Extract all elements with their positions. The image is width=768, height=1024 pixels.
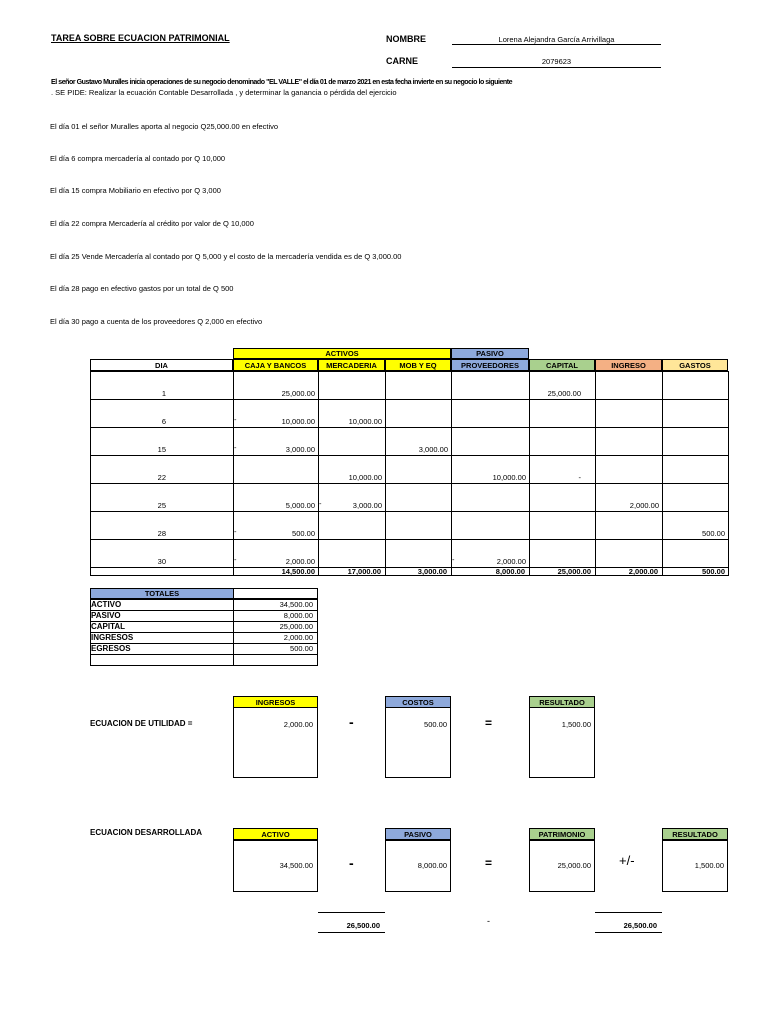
col-gastos: GASTOS — [662, 359, 728, 371]
utilidad-resultado-value: 1,500.00 — [561, 720, 591, 729]
utilidad-costos-value: 500.00 — [424, 720, 447, 729]
row-dia: 30 — [157, 557, 166, 566]
total-proveedores: 8,000.00 — [495, 567, 525, 576]
row-dia: 1 — [161, 389, 166, 398]
row-gastos: 500.00 — [702, 529, 725, 538]
col-capital: CAPITAL — [529, 359, 595, 371]
table-cell — [595, 511, 663, 540]
table-cell — [451, 427, 530, 456]
table-cell — [662, 371, 729, 400]
totales-label: CAPITAL — [91, 622, 126, 631]
row-dia: 25 — [157, 501, 166, 510]
des-minus: - — [349, 855, 354, 871]
row-dia: 22 — [157, 473, 166, 482]
utilidad-label: ECUACION DE UTILIDAD = — [90, 719, 193, 728]
intro-line-2: . SE PIDE: Realizar la ecuación Contable Desarrollada , y determinar la ganancia o pérdida del ejercicio — [51, 88, 397, 97]
nombre-underline — [452, 44, 661, 45]
col-mob: MOB Y EQ — [385, 359, 451, 371]
table-cell — [318, 427, 386, 456]
row-merc: 10,000.00 — [348, 417, 382, 426]
utilidad-ingresos-value: 2,000.00 — [283, 720, 313, 729]
row-dia: 28 — [157, 529, 166, 538]
des-activo-title: ACTIVO — [233, 828, 318, 840]
col-mercaderia: MERCADERIA — [318, 359, 385, 371]
operation-2: El día 6 compra mercadería al contado por Q 10,000 — [50, 154, 226, 163]
operation-6: El día 28 pago en efectivo gastos por un total de Q 500 — [50, 284, 234, 293]
row-capital: 25,000.00 — [547, 389, 581, 398]
table-cell — [529, 539, 596, 568]
des-resultado-title: RESULTADO — [662, 828, 728, 840]
totales-value: 25,000.00 — [279, 622, 313, 631]
table-cell — [385, 511, 452, 540]
right-total-topline — [595, 912, 662, 913]
row-mob: 3,000.00 — [418, 445, 448, 454]
des-patrimonio-title: PATRIMONIO — [529, 828, 595, 840]
row-caja: 5,000.00 — [285, 501, 315, 510]
row-ingreso: 2,000.00 — [629, 501, 659, 510]
utilidad-resultado-box — [529, 707, 595, 778]
row-prov: 10,000.00 — [492, 473, 526, 482]
total-gastos: 500.00 — [702, 567, 725, 576]
des-mid-dash: - — [487, 916, 490, 926]
des-equals: = — [485, 856, 493, 870]
total-mercaderia: 17,000.00 — [347, 567, 381, 576]
table-cell — [385, 483, 452, 512]
page-title: TAREA SOBRE ECUACION PATRIMONIAL — [51, 33, 230, 43]
carne-value: 2079623 — [541, 57, 572, 66]
utilidad-equals: = — [485, 716, 493, 730]
totales-title: TOTALES — [90, 588, 234, 599]
right-total-underline — [595, 932, 662, 933]
table-cell — [385, 371, 452, 400]
table-cell — [595, 371, 663, 400]
total-ingreso: 2,000.00 — [628, 567, 658, 576]
des-left-total: 26,500.00 — [346, 921, 380, 930]
left-total-underline — [318, 932, 385, 933]
des-pasivo-title: PASIVO — [385, 828, 451, 840]
utilidad-costos-box — [385, 707, 451, 778]
row-caja: 500.00 — [292, 529, 315, 538]
utilidad-costos-title: COSTOS — [385, 696, 451, 708]
table-cell — [385, 455, 452, 484]
row-caja: 10,000.00 — [281, 417, 315, 426]
table-cell — [595, 399, 663, 428]
total-caja: 14,500.00 — [281, 567, 315, 576]
row-prov-sign: - — [452, 555, 455, 564]
table-cell — [385, 399, 452, 428]
table-cell — [451, 483, 530, 512]
row-merc-sign: - — [319, 499, 322, 508]
table-cell — [318, 371, 386, 400]
utilidad-resultado-title: RESULTADO — [529, 696, 595, 708]
table-cell — [318, 539, 386, 568]
row-caja-sign: - — [234, 443, 237, 452]
totales-value: 34,500.00 — [279, 600, 313, 609]
total-mob: 3,000.00 — [417, 567, 447, 576]
operation-1: El día 01 el señor Muralles aporta al negocio Q25,000.00 en efectivo — [50, 122, 279, 131]
des-plusminus: +/- — [619, 853, 635, 868]
group-activos: ACTIVOS — [233, 348, 451, 359]
carne-label: CARNE — [386, 56, 419, 66]
row-prov: 2,000.00 — [496, 557, 526, 566]
col-proveedores: PROVEEDORES — [451, 359, 529, 371]
totales-label: INGRESOS — [91, 633, 134, 642]
nombre-label: NOMBRE — [386, 34, 426, 44]
intro-line-1: El señor Gustavo Muralles inicia operaciones de su negocio denominado "EL VALLE" el día 01 de marzo 2021 en esta fecha invierte en su negocio lo siguiente — [51, 77, 513, 86]
left-total-topline — [318, 912, 385, 913]
table-cell — [529, 511, 596, 540]
table-cell — [662, 539, 729, 568]
col-ingreso: INGRESO — [595, 359, 662, 371]
des-pasivo-value: 8,000.00 — [417, 861, 447, 870]
table-cell — [318, 511, 386, 540]
row-capital: - — [578, 473, 581, 482]
nombre-value: Lorena Alejandra García Arrivillaga — [498, 35, 615, 44]
totales-label: ACTIVO — [91, 600, 122, 609]
row-dia: 6 — [161, 417, 166, 426]
table-cell — [529, 427, 596, 456]
group-pasivo: PASIVO — [451, 348, 529, 359]
operation-4: El día 22 compra Mercadería al crédito por valor de Q 10,000 — [50, 219, 254, 228]
col-dia: DIA — [90, 359, 233, 371]
table-cell — [529, 399, 596, 428]
table-cell — [662, 483, 729, 512]
operation-7: El día 30 pago a cuenta de los proveedores Q 2,000 en efectivo — [50, 317, 263, 326]
row-dia: 15 — [157, 445, 166, 454]
totales-cell — [90, 654, 234, 666]
totales-value: 8,000.00 — [283, 611, 313, 620]
totales-value: 2,000.00 — [283, 633, 313, 642]
row-caja: 2,000.00 — [285, 557, 315, 566]
row-merc: 3,000.00 — [352, 501, 382, 510]
table-cell — [662, 455, 729, 484]
table-cell — [662, 427, 729, 456]
table-cell — [662, 399, 729, 428]
table-cell — [595, 427, 663, 456]
totales-label: PASIVO — [91, 611, 121, 620]
operation-3: El día 15 compra Mobiliario en efectivo por Q 3,000 — [50, 186, 221, 195]
totales-cell — [233, 654, 318, 666]
des-resultado-value: 1,500.00 — [694, 861, 724, 870]
totales-value: 500.00 — [290, 644, 313, 653]
total-capital: 25,000.00 — [557, 567, 591, 576]
row-caja: 3,000.00 — [285, 445, 315, 454]
totales-label: EGRESOS — [91, 644, 131, 653]
utilidad-minus: - — [349, 714, 354, 730]
table-cell — [233, 455, 319, 484]
utilidad-ingresos-box — [233, 707, 318, 778]
utilidad-ingresos-title: INGRESOS — [233, 696, 318, 708]
row-caja-sign: - — [234, 415, 237, 424]
col-caja: CAJA Y BANCOS — [233, 359, 318, 371]
table-cell — [595, 455, 663, 484]
table-cell — [451, 399, 530, 428]
totales-title-spacer — [233, 588, 318, 599]
table-cell — [451, 371, 530, 400]
carne-underline — [452, 67, 661, 68]
des-right-total: 26,500.00 — [623, 921, 657, 930]
desarrollada-label: ECUACION DESARROLLADA — [90, 828, 202, 837]
operation-5: El día 25 Vende Mercadería al contado por Q 5,000 y el costo de la mercadería vendida es de Q 3,000.00 — [50, 252, 402, 261]
table-cell — [529, 483, 596, 512]
table-cell — [385, 539, 452, 568]
row-caja-sign: - — [234, 555, 237, 564]
table-cell — [595, 539, 663, 568]
row-caja: 25,000.00 — [281, 389, 315, 398]
table-cell — [451, 511, 530, 540]
row-merc: 10,000.00 — [348, 473, 382, 482]
row-caja-sign: - — [234, 527, 237, 536]
des-patrimonio-value: 25,000.00 — [557, 861, 591, 870]
des-activo-value: 34,500.00 — [279, 861, 313, 870]
